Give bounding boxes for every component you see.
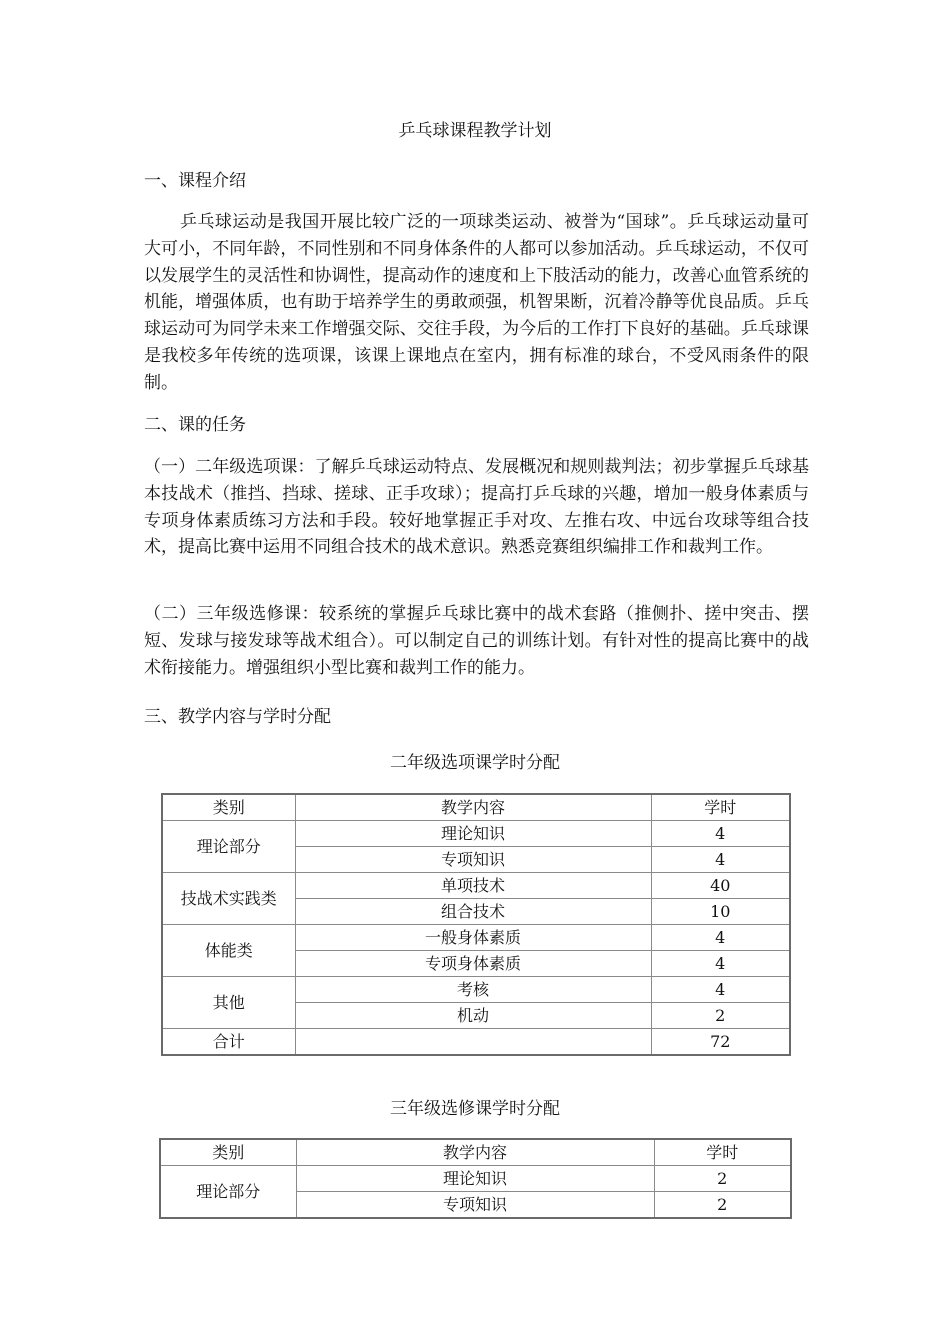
header-content: 教学内容: [295, 794, 651, 821]
total-label: 合计: [162, 1029, 295, 1056]
hours-cell: 2: [651, 1003, 790, 1029]
header-category: 类别: [162, 794, 295, 821]
content-cell: 组合技术: [295, 899, 651, 925]
content-cell: 考核: [295, 977, 651, 1003]
table-row: [162, 925, 790, 951]
table-row: [162, 821, 790, 847]
table2-caption: 三年级选修课学时分配: [390, 1099, 560, 1119]
hours-cell: 4: [651, 847, 790, 873]
hours-cell: 4: [651, 977, 790, 1003]
content-cell: 理论知识: [295, 821, 651, 847]
grade3-hours-table: [159, 1138, 792, 1219]
total-hours: 72: [651, 1029, 790, 1056]
intro-paragraph: 乒乓球运动是我国开展比较广泛的一项球类运动、被誉为“国球”。乒乓球运动量可大可小，不同年龄，不同性别和不同身体条件的人都可以参加活动。乒乓球运动，不仅可以发展学生的灵活性和协调性，提高动作的速度和上下肢活动的能力，改善心血管系统的机能，增强体质，也有助于培养学生的勇敢顽强，机智果断，沉着冷静等优良品质。乒乓球运动可为同学未来工作增强交际、交往手段，为今后的工作打下良好的基础。乒乓球课是我校多年传统的选项课，该课上课地点在室内，拥有标准的球台，不受风雨条件的限制。: [144, 212, 809, 393]
table-row: [162, 977, 790, 1003]
tasks-paragraph-grade2: （一）二年级选项课：了解乒乓球运动特点、发展概况和规则裁判法；初步掌握乒乓球基本技战术（推挡、挡球、搓球、正手攻球）；提高打乒乓球的兴趣，增加一般身体素质与专项身体素质练习方法和手段。较好地掌握正手对攻、左推右攻、中远台攻球等组合技术，提高比赛中运用不同组合技术的战术意识。熟悉竞赛组织编排工作和裁判工作。: [144, 457, 809, 558]
header-hours: 学时: [651, 794, 790, 821]
total-row: [162, 1029, 790, 1056]
tasks-paragraph-grade3: （二）三年级选修课：较系统的掌握乒乓球比赛中的战术套路（推侧扑、搓中突击、摆短、发球与接发球等战术组合）。可以制定自己的训练计划。有针对性的提高比赛中的战术衔接能力。增强组织小型比赛和裁判工作的能力。: [144, 604, 809, 678]
content-cell: 专项身体素质: [295, 951, 651, 977]
category-cell: 理论部分: [162, 821, 295, 873]
table-row: [162, 873, 790, 899]
header-content: 教学内容: [296, 1139, 654, 1166]
section-heading-intro: 一、课程介绍: [144, 171, 246, 191]
section-heading-content: 三、教学内容与学时分配: [144, 707, 331, 727]
hours-cell: 4: [651, 925, 790, 951]
category-cell: 理论部分: [160, 1166, 296, 1219]
category-cell: 体能类: [162, 925, 295, 977]
total-content: [295, 1029, 651, 1056]
content-cell: 专项知识: [295, 847, 651, 873]
table-header-row: [160, 1139, 791, 1166]
category-cell: 技战术实践类: [162, 873, 295, 925]
hours-cell: 4: [651, 821, 790, 847]
content-cell: 一般身体素质: [295, 925, 651, 951]
content-cell: 单项技术: [295, 873, 651, 899]
header-hours: 学时: [654, 1139, 791, 1166]
document-title: 乒乓球课程教学计划: [398, 121, 552, 141]
header-category: 类别: [160, 1139, 296, 1166]
table-header-row: [162, 794, 790, 821]
content-cell: 机动: [295, 1003, 651, 1029]
category-cell: 其他: [162, 977, 295, 1029]
hours-cell: 2: [654, 1192, 791, 1219]
table-row: [160, 1166, 791, 1192]
content-cell: 理论知识: [296, 1166, 654, 1192]
hours-cell: 10: [651, 899, 790, 925]
hours-cell: 4: [651, 951, 790, 977]
hours-cell: 40: [651, 873, 790, 899]
content-cell: 专项知识: [296, 1192, 654, 1219]
grade2-hours-table: [161, 793, 791, 1056]
section-heading-tasks: 二、课的任务: [144, 415, 246, 435]
table1-caption: 二年级选项课学时分配: [390, 753, 560, 773]
hours-cell: 2: [654, 1166, 791, 1192]
